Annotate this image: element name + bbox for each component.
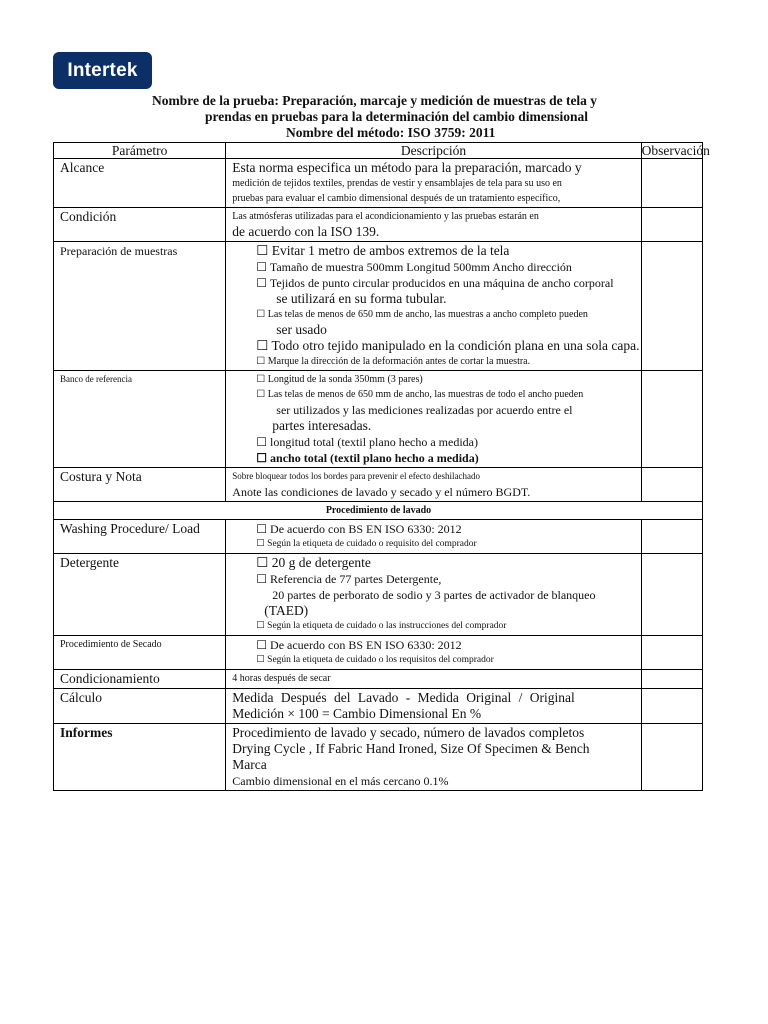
row-label-alcance: Alcance [54,159,226,208]
desc-line: ser utilizados y las mediciones realizadas por acuerdo entre el [276,403,573,417]
row-desc-costura [226,468,641,502]
checkbox-item: ☐ De acuerdo con BS EN ISO 6330: 2012 [256,638,462,652]
row-obs-alcance [641,159,702,208]
row-desc-detergente [226,554,641,636]
checkbox-item: ☐ Las telas de menos de 650 mm de ancho, las muestras de todo el ancho pueden [256,389,584,400]
desc-line: ser usado [276,322,327,337]
row-desc-secado [226,636,641,670]
row-label-detergente: Detergente [54,554,226,636]
row-label-preparacion: Preparación de muestras [54,242,226,371]
row-obs-informes [641,724,702,791]
table-row [54,554,703,636]
row-label-secado: Procedimiento de Secado [54,636,226,670]
test-parameters-table [53,142,710,791]
checkbox-item: ☐ Todo otro tejido manipulado en la condición plana en una sola capa. [256,338,640,353]
desc-line: se utilizará en su forma tubular. [276,291,447,306]
checkbox-item: ☐ Marque la dirección de la deformación antes de cortar la muestra. [256,356,531,367]
table-row [54,159,703,208]
row-obs-costura [641,468,702,502]
checkbox-item: ☐ Según la etiqueta de cuidado o los requisitos del comprador [256,655,494,665]
checkbox-item: ☐ Longitud de la sonda 350mm (3 pares) [256,374,423,385]
row-label-informes: Informes [54,724,226,791]
table-row [54,670,703,689]
row-obs-washing [641,520,702,554]
row-desc-washing [226,520,641,554]
desc-line: Procedimiento de lavado y secado, número de lavados completos [232,725,585,740]
checkbox-item: ☐ ancho total (textil plano hecho a medida) [256,451,479,465]
row-desc-preparacion [226,242,641,371]
section-procedimiento-lavado: Procedimiento de lavado [54,502,703,520]
row-desc-alcance [226,159,641,208]
test-name-line-2: prendas en pruebas para la determinación del cambio dimensional [205,109,589,124]
checkbox-item: ☐ longitud total (textil plano hecho a medida) [256,435,478,449]
row-obs-preparacion [641,242,702,371]
checkbox-item: ☐ Tejidos de punto circular producidos en una máquina de ancho corporal [256,276,614,290]
desc-line: Las atmósferas utilizadas para el acondicionamiento y las pruebas estarán en [232,211,539,222]
row-obs-detergente [641,554,702,636]
logo-text: Intertek [67,59,138,81]
desc-line: Anote las condiciones de lavado y secado y el número BGDT. [232,485,531,499]
row-label-calculo: Cálculo [54,689,226,724]
header-descripcion: Descripción [226,143,641,159]
table-row [54,520,703,554]
row-desc-condicionamiento [226,670,641,689]
intertek-logo [53,52,152,89]
desc-line: pruebas para evaluar el cambio dimensional después de un tratamiento específico, [232,193,561,204]
header-parametro: Parámetro [54,143,226,159]
table-row [54,371,703,468]
header-observacion [641,143,710,159]
header-observacion-text: Observación [641,143,710,158]
table-header-row [54,143,703,159]
checkbox-item: ☐ Las telas de menos de 650 mm de ancho, las muestras a ancho completo pueden [256,309,588,320]
row-desc-condicion [226,208,641,242]
row-label-costura: Costura y Nota [54,468,226,502]
table-row [54,242,703,371]
row-desc-calculo [226,689,641,724]
table-row [54,208,703,242]
table-row [54,689,703,724]
desc-line: 20 partes de perborato de sodio y 3 partes de activador de blanqueo [272,588,596,602]
desc-line: (TAED) [264,603,309,618]
row-obs-banco [641,371,702,468]
table-row [54,724,703,791]
desc-line: 4 horas después de secar [232,673,331,684]
desc-line: Medida Después del Lavado - Medida Original / Original [232,690,575,705]
test-name-line-1: Nombre de la prueba: Preparación, marcaje y medición de muestras de tela y [152,93,598,108]
row-obs-secado [641,636,702,670]
desc-line: partes interesadas. [272,418,372,433]
desc-line: Medición × 100 = Cambio Dimensional En % [232,706,482,721]
desc-line: Cambio dimensional en el más cercano 0.1% [232,774,449,788]
table-row [54,636,703,670]
row-obs-calculo [641,689,702,724]
section-row [54,502,703,520]
row-obs-condicionamiento [641,670,702,689]
desc-line: medición de tejidos textiles, prendas de vestir y ensamblajes de tela para su uso en [232,178,562,189]
row-obs-condicion [641,208,702,242]
desc-line: Marca [232,757,267,772]
desc-line: Drying Cycle , If Fabric Hand Ironed, Size Of Specimen & Bench [232,741,590,756]
checkbox-item: ☐ De acuerdo con BS EN ISO 6330: 2012 [256,522,462,536]
row-label-washing: Washing Procedure/ Load [54,520,226,554]
checkbox-item: ☐ 20 g de detergente [256,555,371,570]
checkbox-item: ☐ Tamaño de muestra 500mm Longitud 500mm Ancho dirección [256,260,572,274]
checkbox-item: ☐ Según la etiqueta de cuidado o requisito del comprador [256,539,477,549]
checkbox-item: ☐ Referencia de 77 partes Detergente, [256,572,442,586]
desc-line: Sobre bloquear todos los bordes para prevenir el efecto deshilachado [232,471,480,481]
checkbox-item: ☐ Según la etiqueta de cuidado o las instrucciones del comprador [256,621,507,631]
desc-line: de acuerdo con la ISO 139. [232,224,380,239]
row-label-condicionamiento: Condicionamiento [54,670,226,689]
row-label-condicion: Condición [54,208,226,242]
desc-line: Esta norma especifica un método para la preparación, marcado y [232,160,582,175]
table-row [54,468,703,502]
row-label-banco: Banco de referencia [54,371,226,468]
checkbox-item: ☐ Evitar 1 metro de ambos extremos de la tela [256,243,510,258]
method-name: Nombre del método: ISO 3759: 2011 [286,125,496,140]
row-desc-informes [226,724,641,791]
row-desc-banco [226,371,641,468]
